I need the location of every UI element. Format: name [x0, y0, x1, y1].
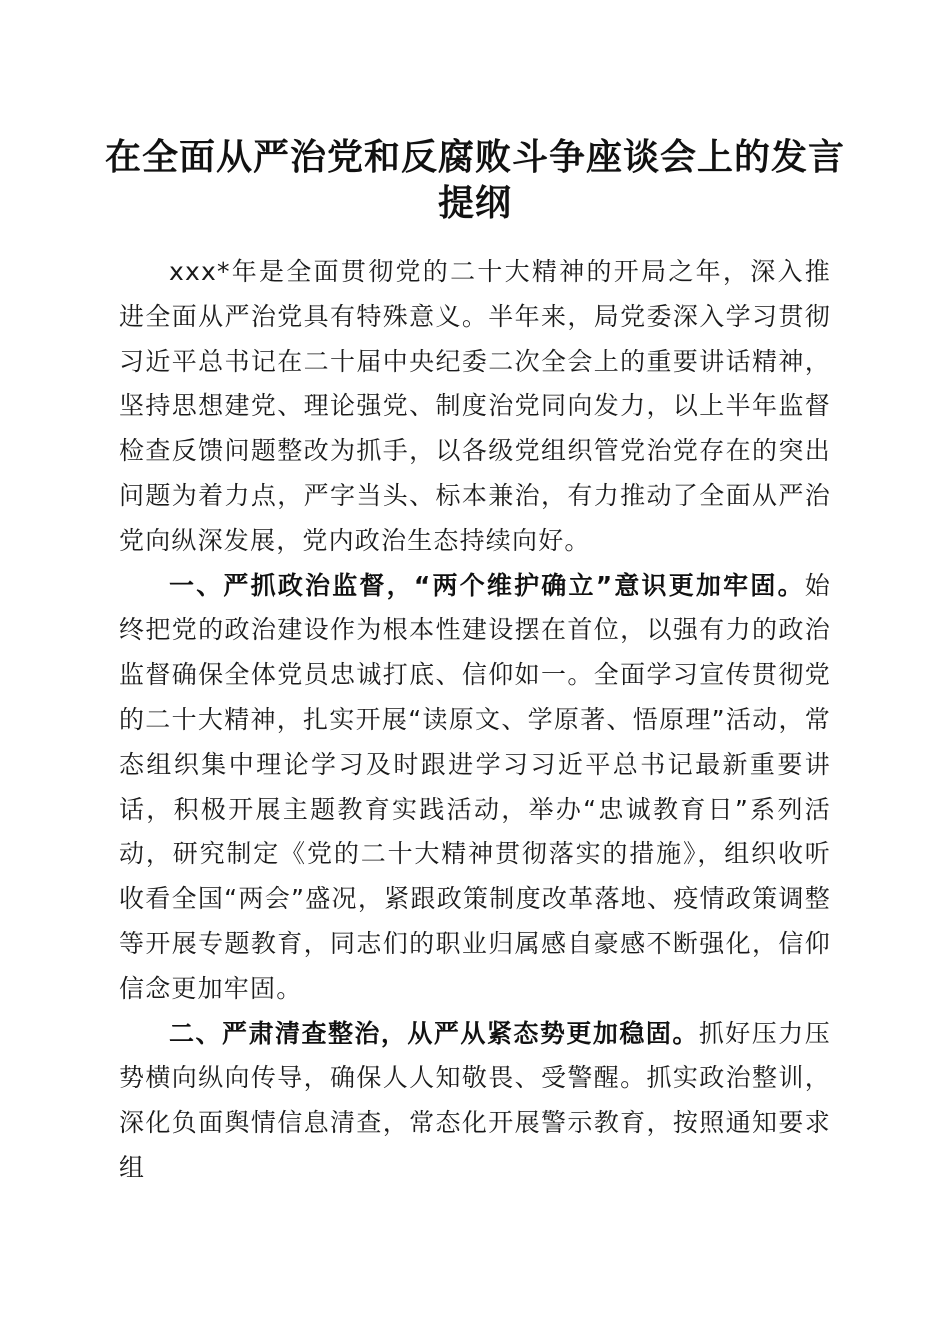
title-line-1: 在全面从严治党和反腐败斗争座谈会上的发言 [104, 136, 845, 178]
section-one-heading: 一、严抓政治监督，“两个维护确立”意识更加牢固。 [169, 570, 805, 600]
section-two-heading: 二、严肃清查整治，从严从紧态势更加稳固。 [169, 1018, 699, 1048]
paragraph-text: xxx*年是全面贯彻党的二十大精神的开局之年，深入推进全面从严治党具有特殊意义。半年来，局党委深入学习贯彻习近平总书记在二十届中央纪委二次全会上的重要讲话精神，坚持思想建党、理论强党、制度治党同向发力，以上半年监督检查反馈问题整改为抓手，以各级党组织管党治党存在的突出问题为着力点，严字当头、标本兼治，有力推动了全面从严治党向纵深发展，党内政治生态持续向好。 [119, 257, 831, 555]
paragraph-text: 抓好压力压势横向纵向传导，确保人人知敬畏、受警醒。抓实政治整训，深化负面舆情信息清查，常态化开展警示教育，按照通知要求组 [119, 1018, 831, 1182]
paragraph-text: 始终把党的政治建设作为根本性建设摆在首位，以强有力的政治监督确保全体党员忠诚打底、信仰如一。全面学习宣传贯彻党的二十大精神，扎实开展“读原文、学原著、悟原理”活动，常态组织集中理论学习及时跟进学习习近平总书记最新重要讲话，积极开展主题教育实践活动，举办“忠诚教育日”系列活动，研究制定《党的二十大精神贯彻落实的措施》，组织收听收看全国“两会”盛况，紧跟政策制度改革落地、疫情政策调整等开展专题教育，同志们的职业归属感自豪感不断强化，信仰信念更加牢固。 [119, 570, 831, 1003]
document-title [100, 134, 850, 226]
document-body [119, 250, 831, 1191]
title-line-2: 提纲 [437, 182, 512, 224]
section-one-paragraph [119, 564, 831, 1012]
section-two-paragraph [119, 1012, 831, 1191]
intro-paragraph [119, 250, 831, 564]
